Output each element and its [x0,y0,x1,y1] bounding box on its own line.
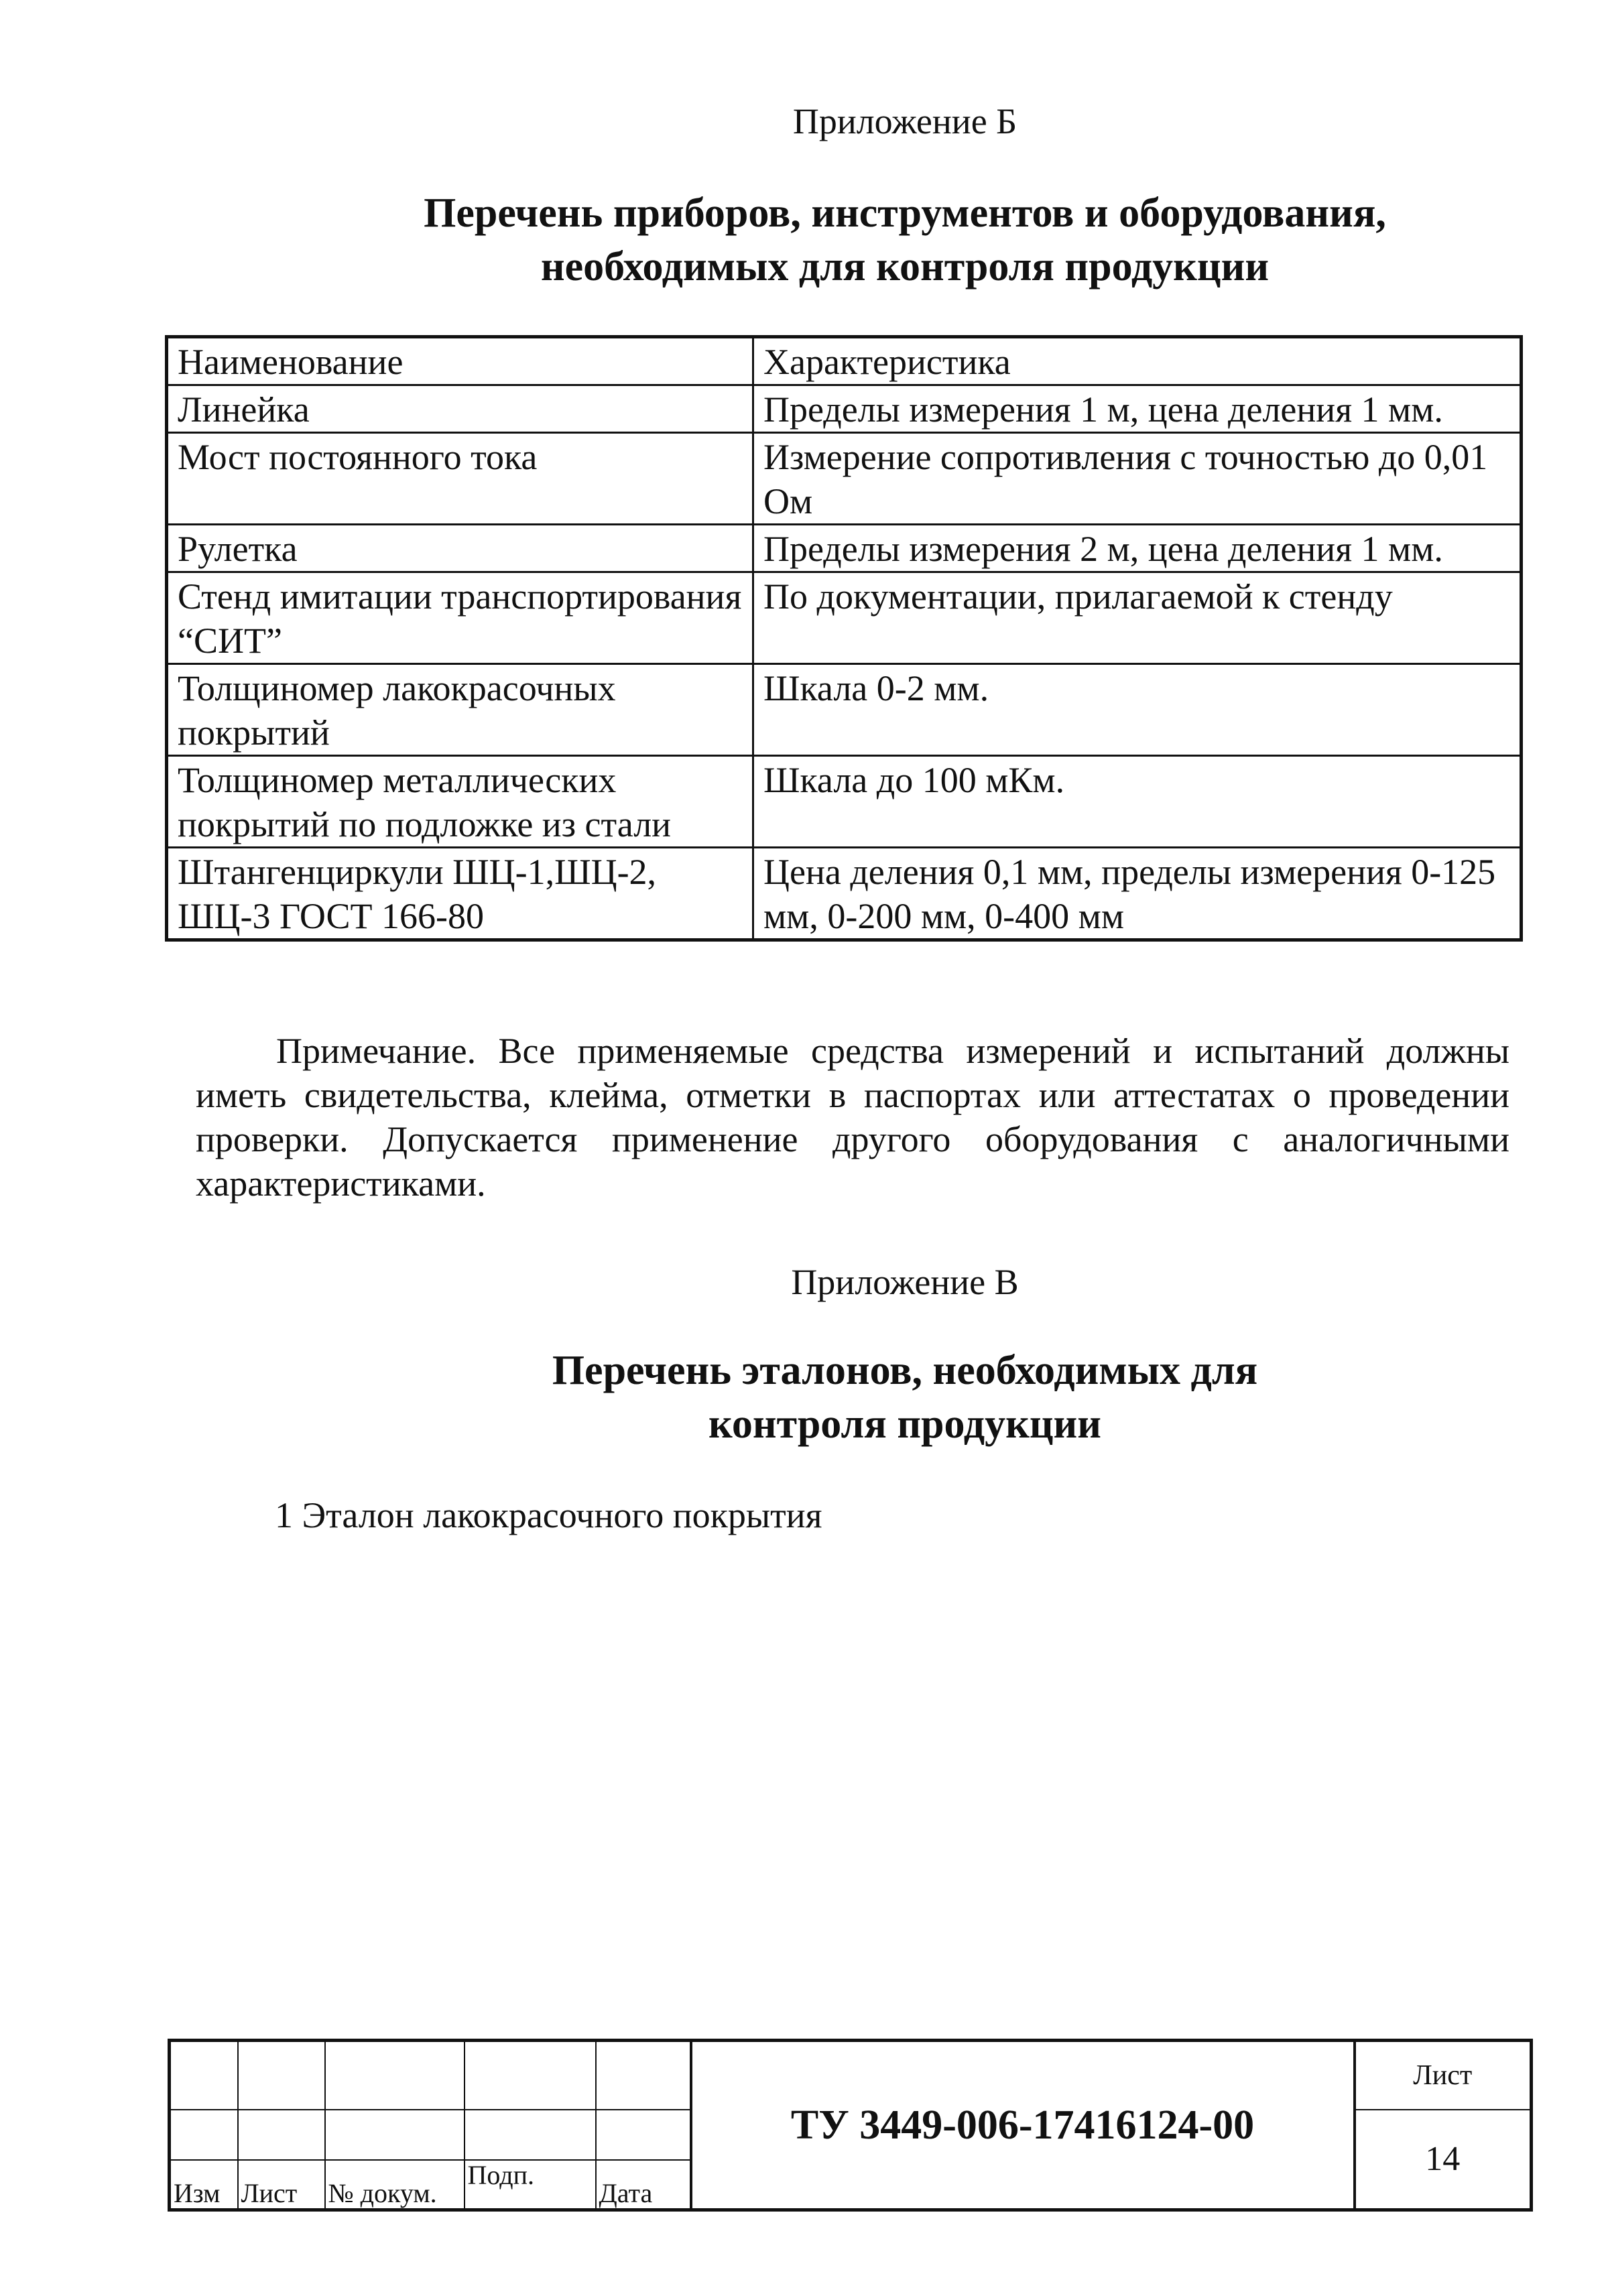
appendix-v-title [282,1344,1528,1451]
stamp-cell [170,2110,238,2160]
row-characteristic: Шкала до 100 мКм. [753,756,1522,848]
row-name: Рулетка [167,525,753,572]
stamp-cell [238,2110,325,2160]
table-row [167,848,1522,940]
document-code: ТУ 3449-006-17416124-00 [691,2041,1355,2210]
row-characteristic: По документации, прилагаемой к стенду [753,572,1522,664]
row-name: Штангенциркули ШЦ-1,ШЦ-2, ШЦ-3 ГОСТ 166-80 [167,848,753,940]
stamp-cell [325,2041,465,2110]
note-paragraph: Примечание. Все применяемые средства измерений и испытаний должны иметь свидетельства, клейма, отметки в паспортах или аттестатах о проведении проверки. Допускается применение другого оборудования с аналогичными характеристиками. [196,1031,1509,1204]
sheet-number: 14 [1355,2110,1532,2210]
stamp-cell [325,2110,465,2160]
row-characteristic: Пределы измерения 2 м, цена деления 1 мм. [753,525,1522,572]
stamp-col-izm: Изм [170,2160,238,2210]
stamp-cell [596,2110,691,2160]
stamp-col-list: Лист [238,2160,325,2210]
title-block-stamp [168,2039,1533,2212]
appendix-b-title-line1: Перечень приборов, инструментов и оборудования, [424,190,1386,236]
stamp-cell [596,2041,691,2110]
table-row [167,385,1522,433]
appendix-b-title-line2: необходимых для контроля продукции [540,244,1270,290]
appendix-v-title-line2: контроля продукции [708,1401,1101,1447]
stamp-cell [170,2041,238,2110]
row-name: Стенд имитации транспортирования “СИТ” [167,572,753,664]
row-name: Мост постоянного тока [167,433,753,525]
table-row [167,664,1522,756]
header-characteristic: Характеристика [753,337,1522,385]
appendix-b-title [282,186,1528,294]
sheet-label: Лист [1355,2041,1532,2110]
row-characteristic: Шкала 0-2 мм. [753,664,1522,756]
row-name: Линейка [167,385,753,433]
row-characteristic: Измерение сопротивления с точностью до 0,01 Ом [753,433,1522,525]
stamp-cell [238,2041,325,2110]
row-characteristic: Цена деления 0,1 мм, пределы измерения 0-125 мм, 0-200 мм, 0-400 мм [753,848,1522,940]
appendix-v-label: Приложение В [791,1262,1019,1302]
instruments-table [165,335,1523,942]
stamp-cell [465,2110,596,2160]
table-row [167,756,1522,848]
header-name: Наименование [167,337,753,385]
stamp-col-sign: Подп. [465,2160,596,2210]
stamp-cell [465,2041,596,2110]
stamp-col-date: Дата [596,2160,691,2210]
table-row [167,433,1522,525]
stamp-col-doc-no: № докум. [325,2160,465,2210]
row-name: Толщиномер металлических покрытий по подложке из стали [167,756,753,848]
table-row [167,525,1522,572]
appendix-b-label: Приложение Б [792,101,1017,141]
appendix-v-title-line1: Перечень эталонов, необходимых для [552,1348,1258,1393]
row-characteristic: Пределы измерения 1 м, цена деления 1 мм. [753,385,1522,433]
etalon-item: 1 Эталон лакокрасочного покрытия [275,1495,822,1535]
row-name: Толщиномер лакокрасочных покрытий [167,664,753,756]
table-header-row [167,337,1522,385]
table-row [167,572,1522,664]
